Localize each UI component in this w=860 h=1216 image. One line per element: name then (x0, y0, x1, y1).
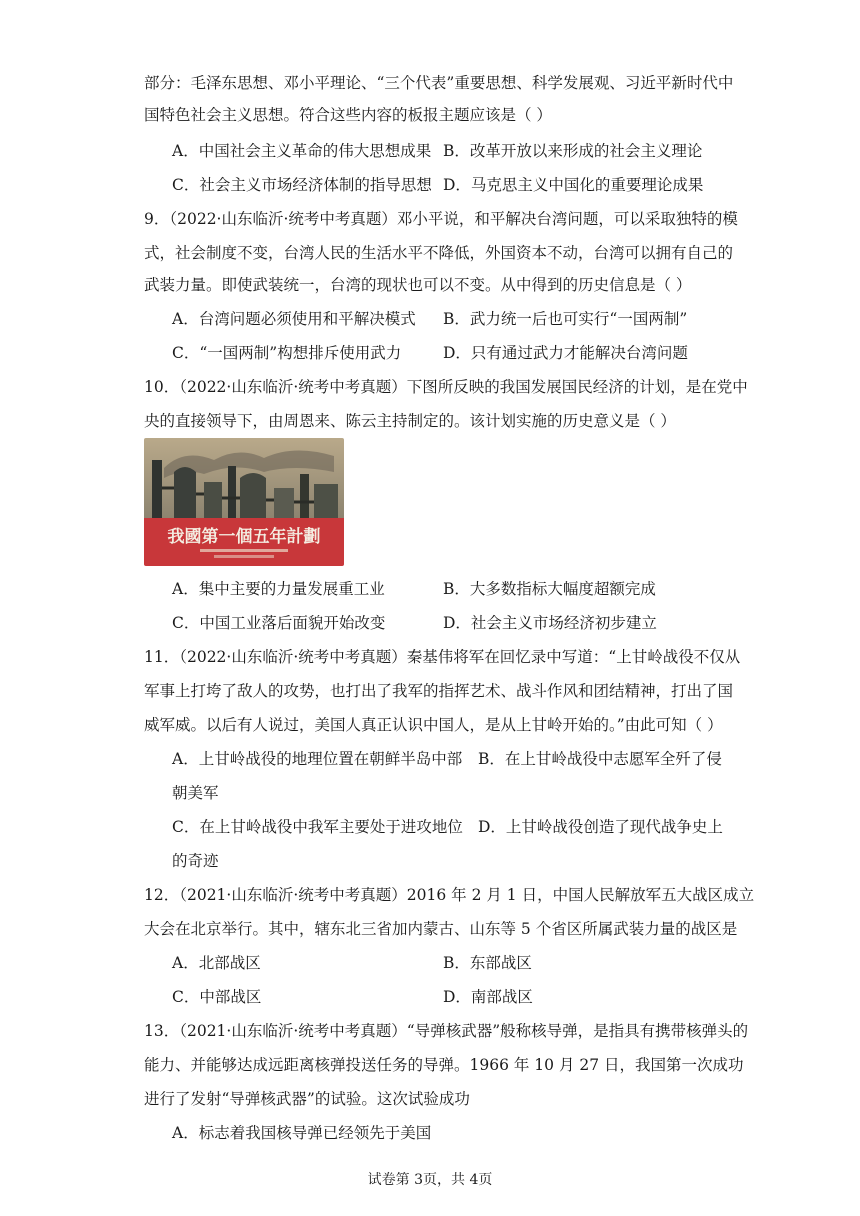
question-11-text: 11．（2022·山东临沂·统考中考真题）秦基伟将军在回忆录中写道：“上甘岭战役不仅从 (144, 648, 741, 666)
option-c: C．“一国两制”构想排斥使用武力 (172, 344, 402, 362)
question-text: 国特色社会主义思想。符合这些内容的板报主题应该是（ ） (144, 106, 552, 124)
poster-title: 我國第一個五年計劃 (167, 527, 321, 547)
question-13-text: 能力、并能够达成远距离核弹投送任务的导弹。1966 年 10 月 27 日，我国第一次成功 (144, 1056, 744, 1074)
option-d-continued: 的奇迹 (172, 852, 219, 870)
option-d: D．只有通过武力才能解决台湾问题 (443, 344, 688, 362)
option-b-continued: 朝美军 (172, 784, 219, 802)
page-footer: 试卷第 3页，共 4页 (367, 1172, 493, 1188)
question-11-text: 军事上打垮了敌人的攻势，也打出了我军的指挥艺术、战斗作风和团结精神，打出了国 (144, 682, 734, 700)
option-c: C．社会主义市场经济体制的指导思想 (172, 176, 432, 194)
question-10-text: 10．（2022·山东临沂·统考中考真题）下图所反映的我国发展国民经济的计划，是在党中 (144, 378, 748, 396)
option-a: A．台湾问题必须使用和平解决模式 (172, 310, 416, 328)
option-b: B．改革开放以来形成的社会主义理论 (443, 142, 703, 160)
question-13-text: 进行了发射“导弹核武器”的试验。这次试验成功 (144, 1090, 470, 1108)
option-d: D．上甘岭战役创造了现代战争史上 (478, 818, 723, 836)
question-11-text: 威军威。以后有人说过，美国人真正认识中国人，是从上甘岭开始的。”由此可知（ ） (144, 716, 723, 734)
option-c: C．在上甘岭战役中我军主要处于进攻地位 (172, 818, 463, 836)
question-text: 部分：毛泽东思想、邓小平理论、“三个代表”重要思想、科学发展观、习近平新时代中 (144, 74, 734, 92)
option-b: B．在上甘岭战役中志愿军全歼了侵 (478, 750, 722, 768)
question-12-text: 12．（2021·山东临沂·统考中考真题）2016 年 2 月 1 日，中国人民解放军五大战区成立 (144, 886, 755, 904)
option-c: C．中国工业落后面貌开始改变 (172, 614, 386, 632)
option-c: C．中部战区 (172, 988, 262, 1006)
option-a: A．集中主要的力量发展重工业 (172, 580, 385, 598)
option-a: A．中国社会主义革命的伟大思想成果 (172, 142, 432, 160)
question-9-text: 武装力量。即使武装统一，台湾的现状也可以不变。从中得到的历史信息是（ ） (144, 276, 692, 294)
option-d: D．社会主义市场经济初步建立 (443, 614, 657, 632)
option-a: A．上甘岭战役的地理位置在朝鲜半岛中部 (172, 750, 463, 768)
poster-image (144, 438, 344, 566)
five-year-plan-poster (144, 438, 344, 566)
option-b: B．武力统一后也可实行“一国两制” (443, 310, 688, 328)
question-9-text: 9．（2022·山东临沂·统考中考真题）邓小平说，和平解决台湾问题，可以采取独特的模 (144, 210, 738, 228)
question-13-text: 13．（2021·山东临沂·统考中考真题）“导弹核武器”般称核导弹，是指具有携带核弹头的 (144, 1022, 749, 1040)
option-b: B．东部战区 (443, 954, 532, 972)
question-9-text: 式，社会制度不变，台湾人民的生活水平不降低，外国资本不动，台湾可以拥有自己的 (144, 244, 734, 262)
option-d: D．南部战区 (443, 988, 533, 1006)
question-12-text: 大会在北京举行。其中，辖东北三省加内蒙古、山东等 5 个省区所属武装力量的战区是 (144, 920, 738, 938)
question-10-text: 央的直接领导下，由周恩来、陈云主持制定的。该计划实施的历史意义是（ ） (144, 412, 676, 430)
option-a: A．标志着我国核导弹已经领先于美国 (172, 1124, 432, 1142)
option-b: B．大多数指标大幅度超额完成 (443, 580, 656, 598)
option-d: D．马克思主义中国化的重要理论成果 (443, 176, 704, 194)
option-a: A．北部战区 (172, 954, 261, 972)
